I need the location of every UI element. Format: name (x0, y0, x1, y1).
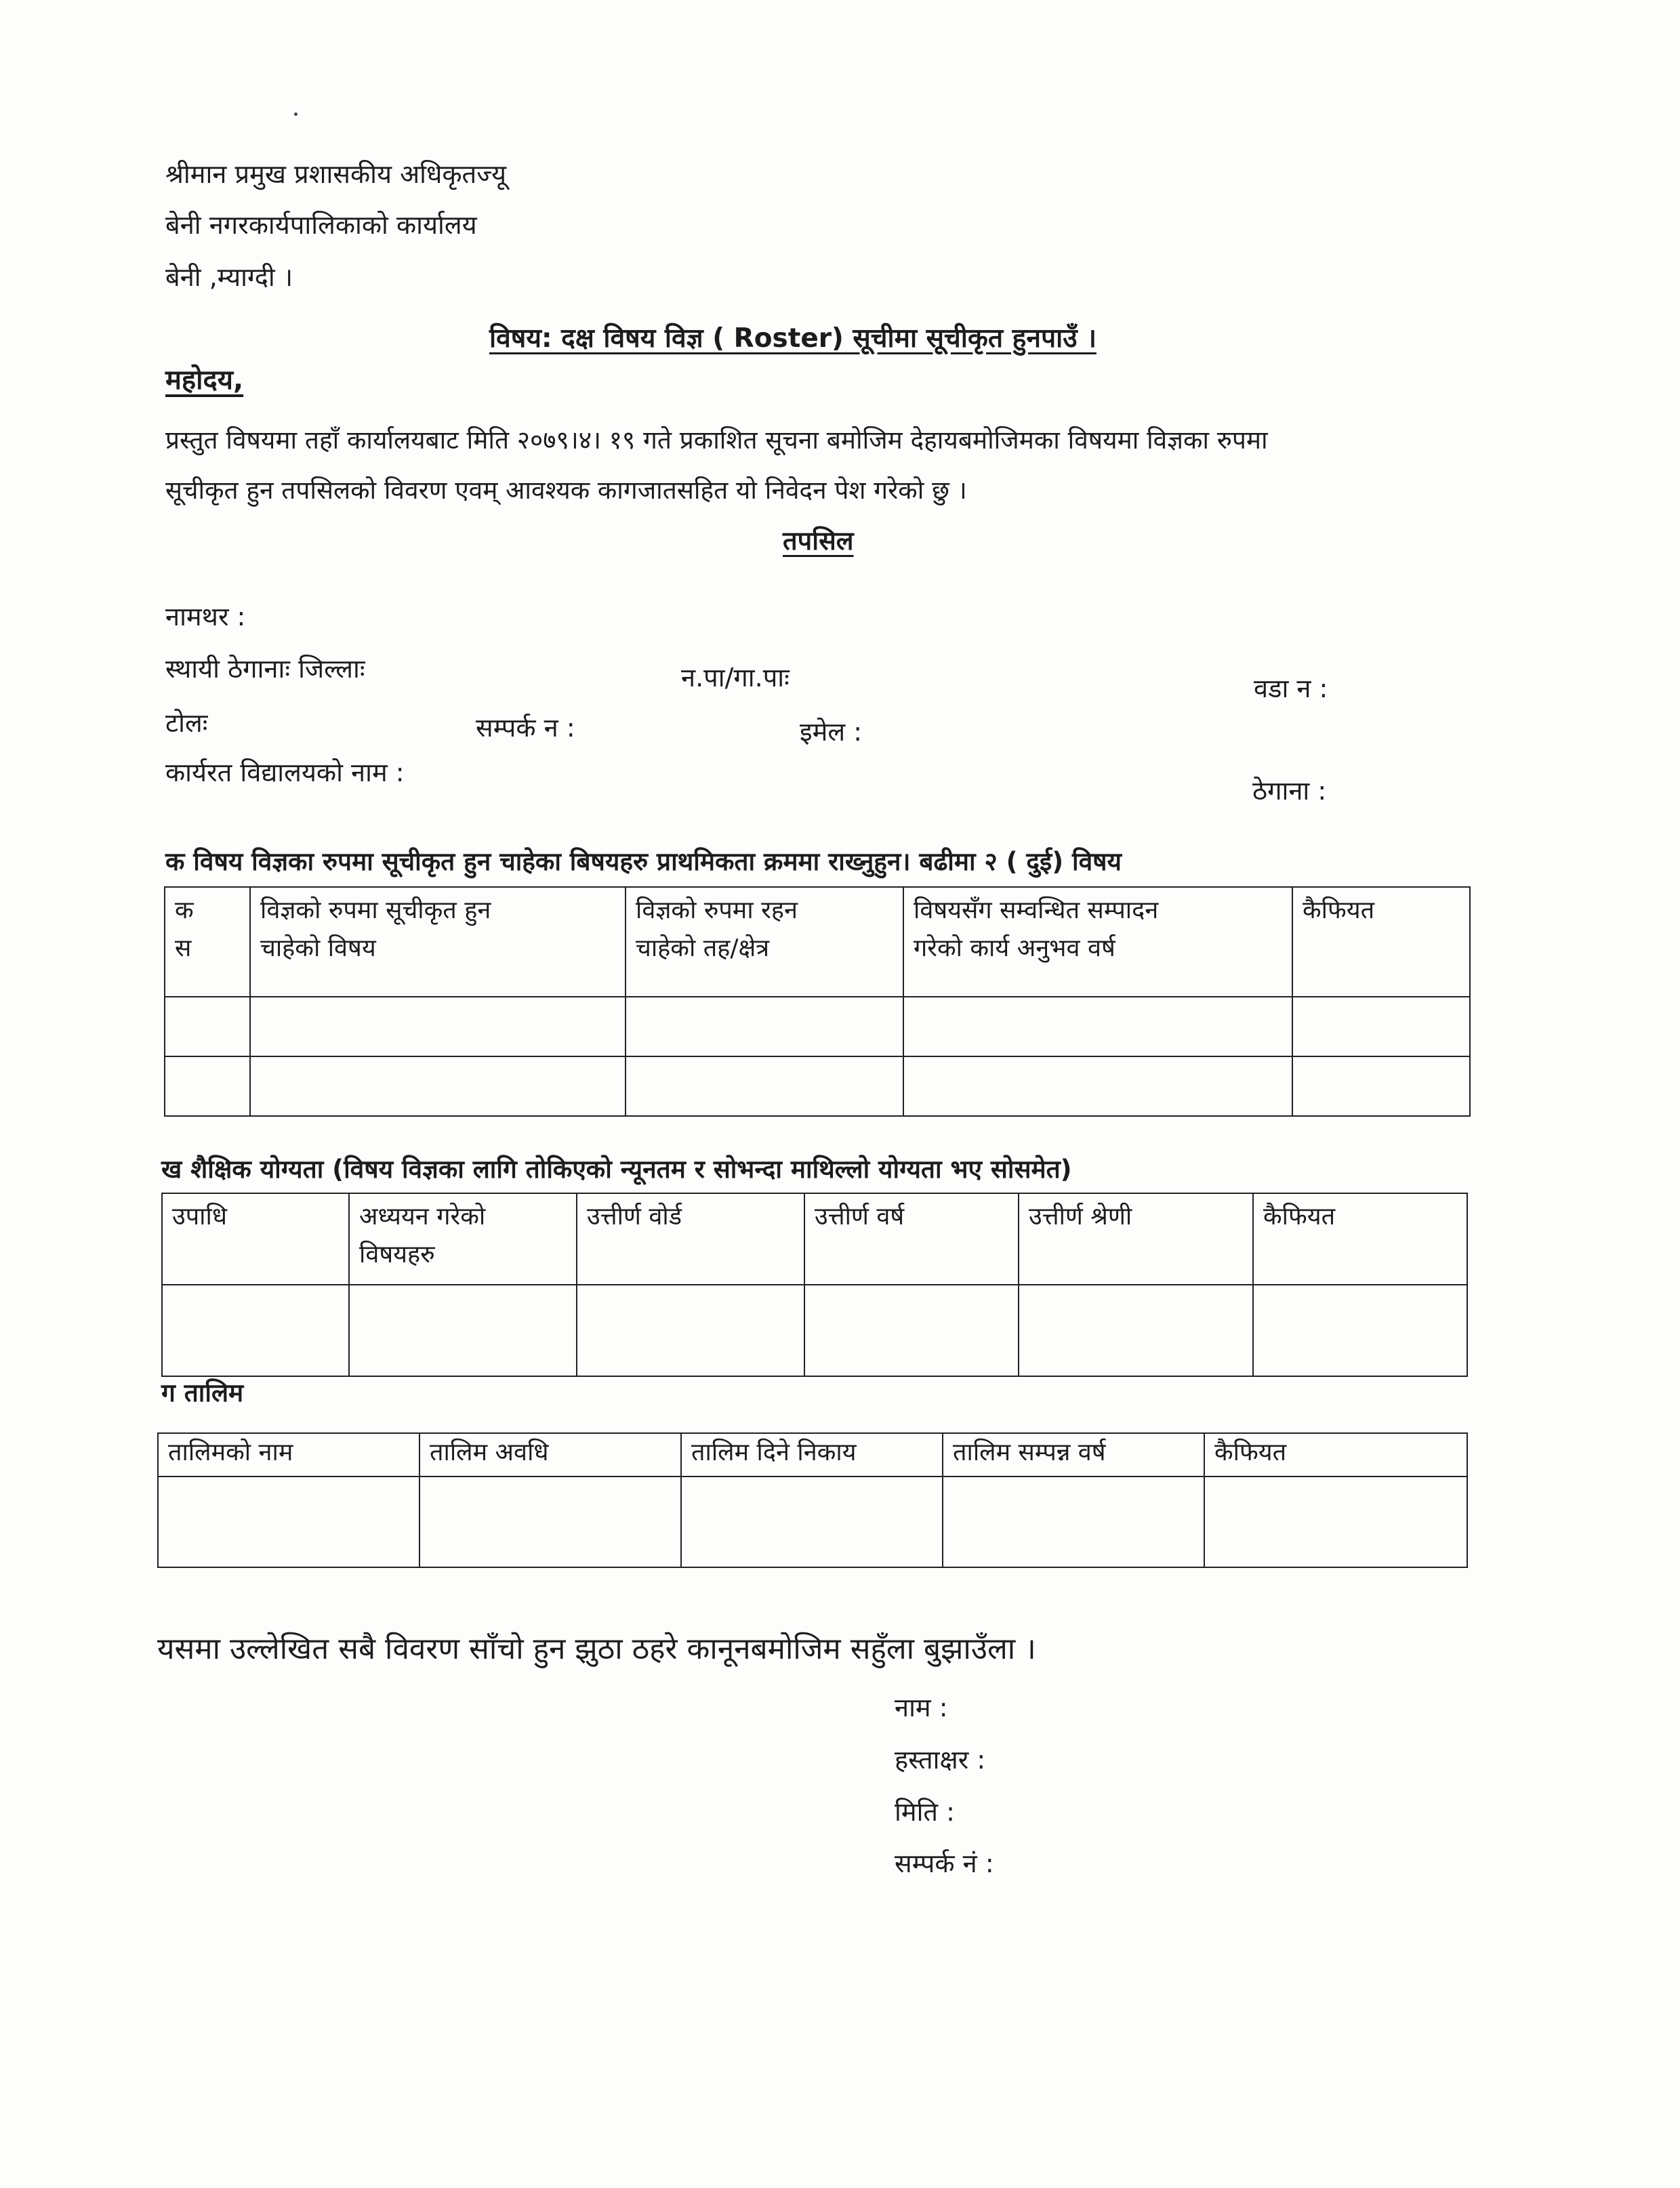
field-permanent-address-label: स्थायी ठेगानाः जिल्लाः (165, 654, 365, 684)
priority-subjects-table (164, 886, 1471, 1117)
header-level: विज्ञको रुपमा रहन चाहेको तह/क्षेत्र (626, 887, 903, 997)
field-school-address-label: ठेगाना : (1252, 776, 1327, 806)
header-division: उत्तीर्ण श्रेणी (1019, 1193, 1253, 1285)
cell-empty[interactable] (349, 1285, 577, 1376)
header-remarks: कैफियत (1204, 1433, 1467, 1477)
header-board: उत्तीर्ण वोर्ड (577, 1193, 804, 1285)
address-line-3: बेनी ,म्याग्दी । (165, 262, 293, 292)
header-subjects-studied: अध्ययन गरेको विषयहरु (349, 1193, 577, 1285)
header-year: उत्तीर्ण वर्ष (804, 1193, 1019, 1285)
cell-empty[interactable] (1253, 1285, 1467, 1376)
header-experience: विषयसँग सम्वन्धित सम्पादन गरेको कार्य अनुभव वर्ष (903, 887, 1292, 997)
header-serial: क स (165, 887, 250, 997)
declaration: यसमा उल्लेखित सबै विवरण साँचो हुन झुठा ठहरे कानूनबमोजिम सहुँला बुझाउँला । (157, 1632, 1036, 1666)
training-table (157, 1432, 1468, 1568)
tapasil-heading: तपसिल (783, 526, 854, 556)
cell-empty[interactable] (1292, 1056, 1470, 1116)
cell-empty[interactable] (1204, 1477, 1467, 1567)
header-subject: विज्ञको रुपमा सूचीकृत हुन चाहेको विषय (250, 887, 626, 997)
education-table (161, 1193, 1468, 1377)
field-email-label: इमेल : (800, 717, 863, 747)
table-row (165, 1056, 1470, 1116)
address-line-2: बेनी नगरकार्यपालिकाको कार्यालय (165, 210, 477, 240)
cell-empty[interactable] (419, 1477, 681, 1567)
cell-empty[interactable] (1019, 1285, 1253, 1376)
body-line-1: प्रस्तुत विषयमा तहाँ कार्यालयबाट मिति २०७९।४। १९ गते प्रकाशित सूचना बमोजिम देहायबमोजिमका विषयमा विज्ञका रुपमा (165, 426, 1268, 455)
cell-empty[interactable] (165, 1056, 250, 1116)
field-contact-label: सम्पर्क न : (476, 713, 575, 743)
section-ga-heading: ग तालिम (161, 1378, 244, 1407)
address-line-1: श्रीमान प्रमुख प्रशासकीय अधिकृतज्यू (165, 159, 506, 189)
header-training-name: तालिमको नाम (158, 1433, 419, 1477)
signature-date-label: मिति : (895, 1797, 955, 1827)
table-row (158, 1477, 1467, 1567)
header-remarks: कैफियत (1253, 1193, 1467, 1285)
header-degree: उपाधि (162, 1193, 349, 1285)
cell-empty[interactable] (943, 1477, 1204, 1567)
cell-empty[interactable] (162, 1285, 349, 1376)
signature-sign-label: हस्ताक्षर : (895, 1745, 986, 1775)
field-tole-label: टोलः (165, 708, 208, 738)
cell-empty[interactable] (626, 1056, 903, 1116)
signature-name-label: नाम : (895, 1693, 948, 1722)
cell-empty[interactable] (158, 1477, 419, 1567)
table-header-row (162, 1193, 1467, 1285)
table-header-row (165, 887, 1470, 997)
cell-empty[interactable] (165, 997, 250, 1056)
table-row (165, 997, 1470, 1056)
cell-empty[interactable] (626, 997, 903, 1056)
section-ka-heading: क विषय विज्ञका रुपमा सूचीकृत हुन चाहेका बिषयहरु प्राथमिकता क्रममा राख्नुहुन। बढीमा २ ( दुई) विषय (165, 847, 1122, 876)
cell-empty[interactable] (250, 1056, 626, 1116)
field-ward-label: वडा न : (1254, 674, 1328, 703)
field-name-label: नामथर : (165, 602, 246, 632)
table-header-row (158, 1433, 1467, 1477)
cell-empty[interactable] (250, 997, 626, 1056)
salutation: महोदय, (165, 365, 244, 396)
cell-empty[interactable] (903, 1056, 1292, 1116)
header-remarks: कैफियत (1292, 887, 1470, 997)
header-training-duration: तालिम अवधि (419, 1433, 681, 1477)
cell-empty[interactable] (804, 1285, 1019, 1376)
section-kha-heading: ख शैक्षिक योग्यता (विषय विज्ञका लागि तोकिएको न्यूनतम र सोभन्दा माथिल्लो योग्यता भए सोसमेत) (161, 1155, 1072, 1184)
subject-line: विषय: दक्ष विषय विज्ञ ( Roster) सूचीमा सूचीकृत हुनपाउँ । (489, 323, 1097, 354)
cell-empty[interactable] (903, 997, 1292, 1056)
cell-empty[interactable] (681, 1477, 943, 1567)
table-row (162, 1285, 1467, 1376)
body-line-2: सूचीकृत हुन तपसिलको विवरण एवम् आवश्यक कागजातसहित यो निवेदन पेश गरेको छु । (165, 476, 967, 505)
signature-contact-label: सम्पर्क नं : (895, 1849, 994, 1878)
field-school-name-label: कार्यरत विद्यालयको नाम : (165, 758, 405, 787)
cell-empty[interactable] (577, 1285, 804, 1376)
scan-speck (294, 112, 298, 116)
cell-empty[interactable] (1292, 997, 1470, 1056)
header-training-year: तालिम सम्पन्न वर्ष (943, 1433, 1204, 1477)
header-training-provider: तालिम दिने निकाय (681, 1433, 943, 1477)
field-municipality-label: न.पा/गा.पाः (681, 663, 790, 693)
